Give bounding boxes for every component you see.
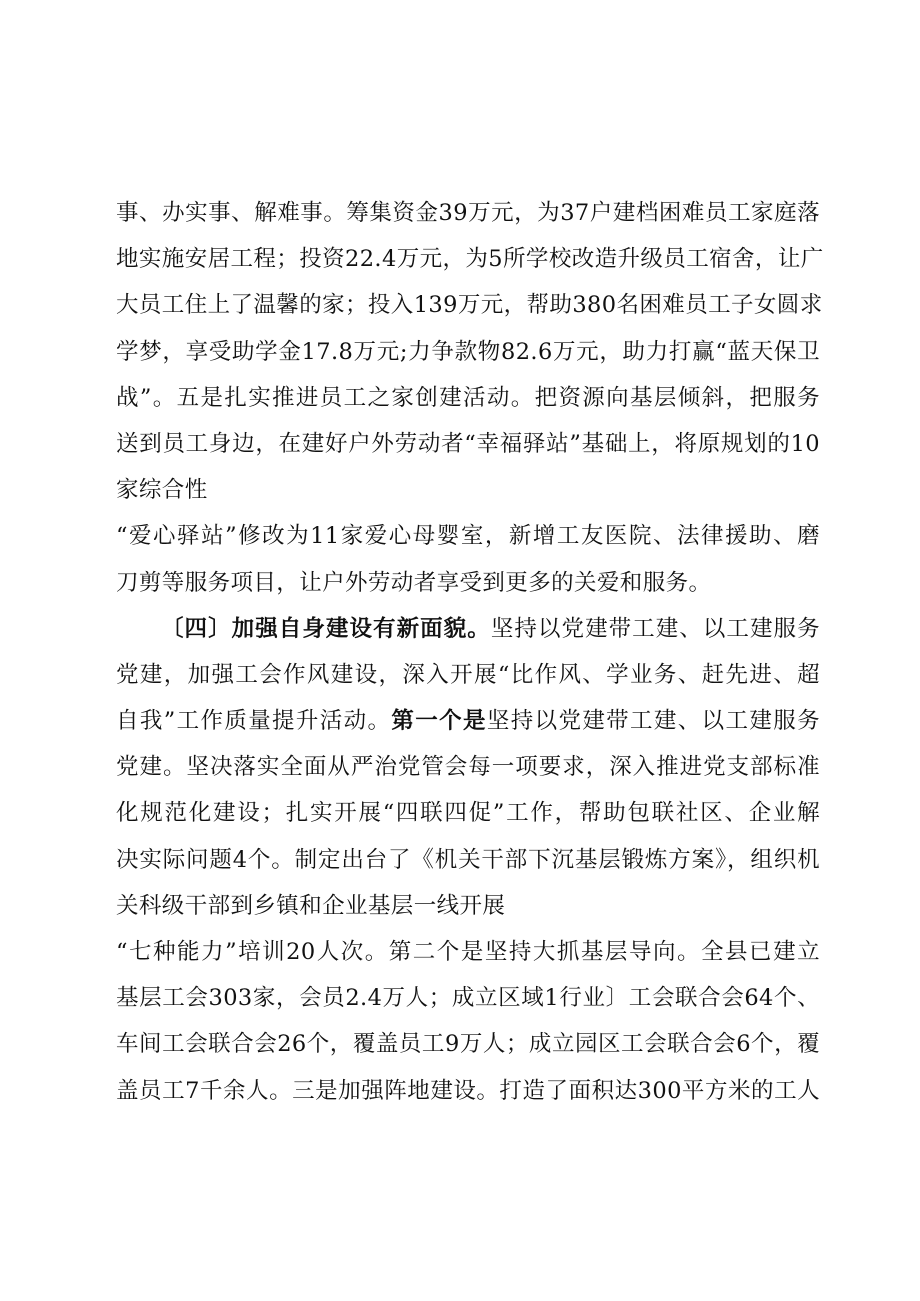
paragraph-line: “爱心驿站”修改为11家爱心母婴室，新增工友医院、法律援助、磨: [116, 523, 820, 550]
paragraph-line: 刀剪等服务项目，让户外劳动者享受到更多的关爱和服务。: [116, 569, 712, 596]
section-heading-line: [116, 606, 820, 652]
paragraph-line: 盖员工7千余人。三是加强阵地建设。打造了面积达300平方米的工人: [116, 1077, 820, 1104]
paragraph-line: 关科级干部到乡镇和企业基层一线开展: [116, 892, 506, 919]
text-run: 坚持以党建带工建、以工建服务: [486, 708, 820, 735]
paragraph-line: 战”。五是扎实推进员工之家创建活动。把资源向基层倾斜，把服务: [116, 384, 820, 411]
paragraph-line: 地实施安居工程；投资22.4万元，为5所学校改造升级员工宿舍，让广: [116, 246, 824, 273]
body-text: [116, 190, 824, 1114]
paragraph-line: 党建，加强工会作风建设，深入开展“比作风、学业务、赶先进、超: [116, 661, 820, 688]
paragraph-line: 大员工住上了温馨的家；投入139万元，帮助380名困难员工子女圆求: [116, 292, 823, 319]
paragraph-line: 基层工会303家，会员2.4万人；成立区域1行业〕工会联合会64个、: [116, 985, 820, 1012]
paragraph-line: 党建。坚决落实全面从严治党管会每一项要求，深入推进党支部标准: [116, 754, 820, 781]
paragraph-line: 车间工会联合会26个，覆盖员工9万人；成立园区工会联合会6个，覆: [116, 1031, 820, 1058]
paragraph-line: “七种能力”培训20人次。第二个是坚持大抓基层导向。全县已建立: [116, 939, 820, 965]
paragraph-line: 事、办实事、解难事。筹集资金39万元，为37户建档困难员工家庭落: [116, 200, 820, 226]
paragraph-line: 化规范化建设；扎实开展“四联四促”工作，帮助包联社区、企业解: [116, 800, 820, 827]
paragraph-line: [116, 698, 820, 744]
paragraph-line: 家综合性: [116, 477, 208, 504]
paragraph-line: 决实际问题4个。制定出台了《机关干部下沉基层锻炼方案》，组织机: [116, 846, 820, 873]
paragraph-line: 送到员工身边，在建好户外劳动者“幸福驿站”基础上，将原规划的10: [116, 430, 820, 457]
paragraph-line: 学梦，享受助学金17.8万元;力争款物82.6万元，助力打赢“蓝天保卫: [116, 338, 820, 365]
text-run: 自我”工作质量提升活动。: [116, 708, 392, 735]
section-heading-rest: 坚持以党建带工建、以工建服务: [490, 615, 820, 642]
section-heading: 〔四〕加强自身建设有新面貌。: [161, 615, 491, 642]
bold-phrase: 第一个是: [391, 708, 487, 735]
